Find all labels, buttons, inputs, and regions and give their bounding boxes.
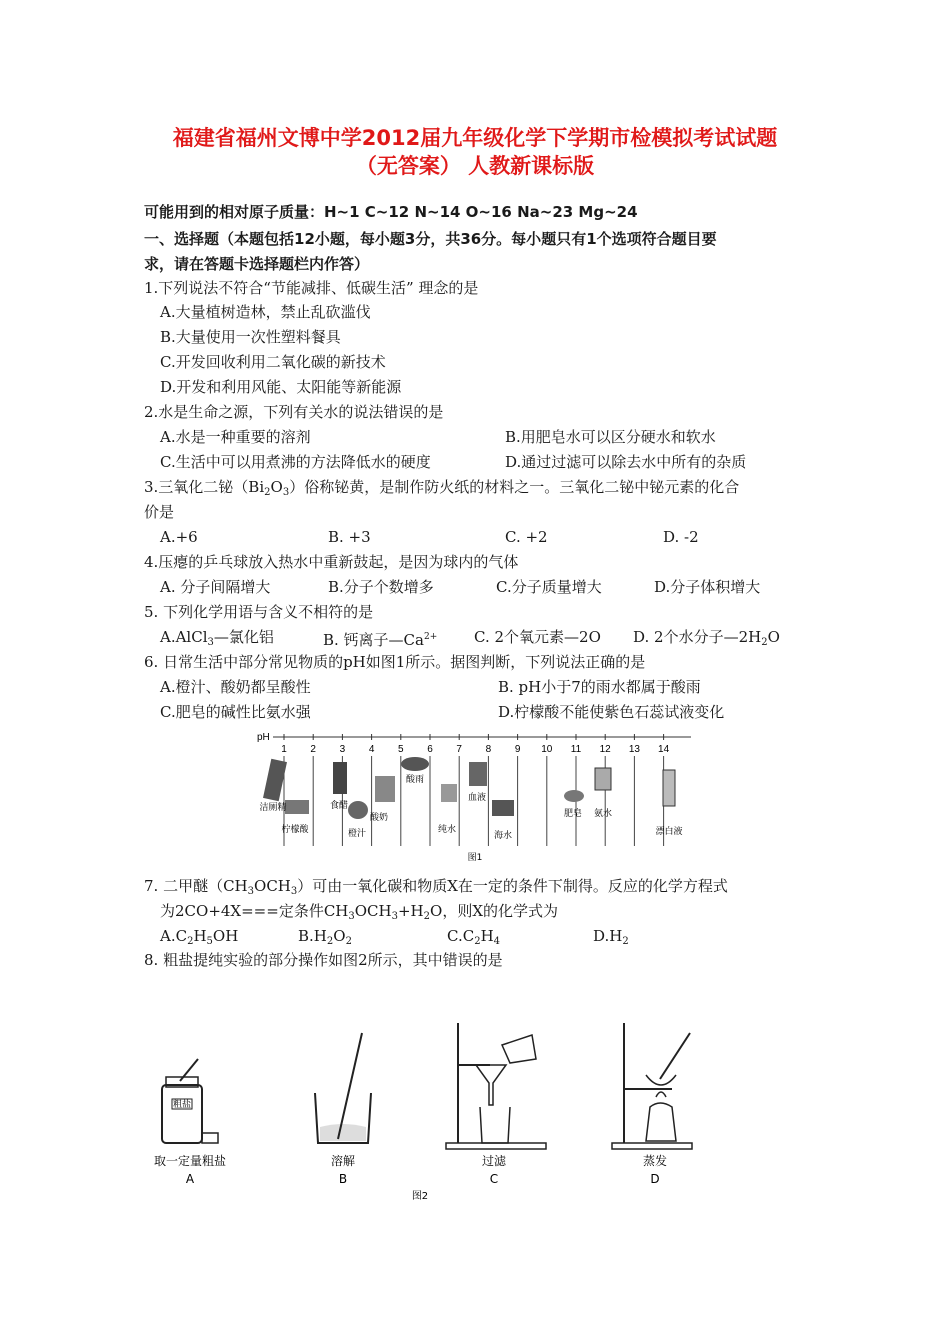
- figure-1-ph-scale: [255, 728, 695, 866]
- ph-item-label: 洁厕精: [259, 803, 287, 813]
- pure-water-glass: [441, 784, 457, 802]
- ph-item-label: 酸奶: [369, 813, 389, 823]
- q7-option-a: $A.C_2H_5OH$: [160, 927, 239, 947]
- q4-option-b: B.分子个数增多: [328, 578, 434, 596]
- panel-b-label: 溶解: [330, 1154, 356, 1168]
- ph-tick-label: 2: [310, 744, 316, 755]
- q2-option-b: B.用肥皂水可以区分硬水和软水: [505, 428, 716, 446]
- section1-heading-line2: 求，请在答题卡选择题栏内作答）: [144, 255, 370, 273]
- ph-item-label: 纯水: [437, 825, 457, 835]
- ph-tick-label: 6: [427, 744, 433, 755]
- panel-d-label: 蒸发: [642, 1154, 668, 1168]
- ph-tick-label: 12: [599, 744, 611, 755]
- salt-jar: [162, 1085, 202, 1143]
- flame: [656, 1092, 666, 1097]
- jar-label-text: 粗盐: [172, 1100, 192, 1110]
- q7-stem: 7. 二甲醚$(CH_3OCH_3)$可由一氧化碳和物质X在一定的条件下制得。反应的化学方程式: [144, 877, 728, 897]
- q3-stem: 3.三氧化二铋$(Bi_2O_3)$俗称铋黄，是制作防火纸的材料之一。三氧化二铋中铋元素的化合: [144, 478, 740, 498]
- q1-option-d: D.开发和利用风能、太阳能等新能源: [160, 378, 402, 396]
- toilet-cleaner-bottle: [263, 759, 287, 801]
- glass-rod-d: [660, 1033, 690, 1079]
- q2-option-d: D.通过过滤可以除去水中所有的杂质: [505, 453, 747, 471]
- blood-image: [469, 762, 487, 786]
- q4-option-c: C.分子质量增大: [496, 578, 602, 596]
- orange-image: [348, 801, 368, 819]
- q4-option-d: D.分子体积增大: [654, 578, 761, 596]
- beaker-b-solution: [320, 1124, 366, 1141]
- panel-c-letter: C: [489, 1172, 499, 1186]
- q6-stem: 6. 日常生活中部分常见物质的pH如图1所示。据图判断，下列说法正确的是: [144, 653, 646, 671]
- q7-option-b: $B.H_2O_2$: [298, 927, 352, 947]
- ph-tick-label: 14: [658, 744, 670, 755]
- ph-item-label: 酸雨: [405, 775, 425, 785]
- vinegar-bottle: [333, 762, 347, 794]
- q6-option-d: D.柠檬酸不能使紫色石蕊试液变化: [498, 703, 725, 721]
- ph-tick-label: 1: [281, 744, 287, 755]
- q4-stem: 4.压瘪的乒乓球放入热水中重新鼓起，是因为球内的气体: [144, 553, 519, 571]
- q3-option-b: B. +3: [328, 528, 371, 546]
- section1-heading-line1: 一、选择题（本题包括12小题，每小题3分，共36分。每小题只有1个选项符合题目要: [144, 230, 717, 248]
- q2-option-c: C.生活中可以用煮沸的方法降低水的硬度: [160, 453, 431, 471]
- ph-tick-label: 9: [514, 744, 521, 755]
- q5-stem: 5. 下列化学用语与含义不相符的是: [144, 603, 374, 621]
- ph-tick-label: 3: [339, 744, 346, 755]
- ph-item-label: 橙汁: [347, 829, 367, 839]
- q1-stem: 1.下列说法不符合“节能减排、低碳生活” 理念的是: [144, 279, 479, 297]
- panel-d-evaporate: [612, 1023, 692, 1149]
- ph-item-label: 柠檬酸: [281, 825, 309, 835]
- panel-a-take-salt: [162, 1059, 218, 1143]
- q3-option-d: D. -2: [663, 528, 699, 546]
- q3-option-a: A.+6: [160, 528, 198, 546]
- atomic-mass-line: 可能用到的相对原子质量：H~1 C~12 N~14 O~16 Na~23 Mg~24: [144, 203, 638, 221]
- alcohol-lamp: [646, 1103, 676, 1141]
- ph-item-label: 血液: [467, 793, 487, 803]
- q5-option-a: A.AlCl$_3$—氯化铝: [160, 628, 274, 648]
- q1-option-a: A.大量植树造林，禁止乱砍滥伐: [160, 303, 371, 321]
- panel-b-letter: B: [338, 1172, 348, 1186]
- ph-item-label: 肥皂: [563, 809, 583, 819]
- q7-option-c: $C.C_2H_4$: [447, 927, 501, 947]
- ph-tick-label: 13: [628, 744, 640, 755]
- q7-option-d: $D.H_2$: [593, 927, 629, 947]
- stand-base-d: [612, 1143, 692, 1149]
- ph-item-label: 食醋: [329, 801, 349, 811]
- q3-stem-cont: 价是: [144, 503, 175, 521]
- q6-option-a: A.橙汁、酸奶都呈酸性: [160, 678, 311, 696]
- funnel: [476, 1065, 506, 1105]
- panel-b-dissolve: [315, 1033, 371, 1143]
- stand-base-c: [446, 1143, 546, 1149]
- q7-equation: 为2CO+4X===定条件$CH_3OCH_3+H_2O$，则X的化学式为: [160, 902, 558, 922]
- panel-c-filter: [446, 1023, 546, 1149]
- ph-tick-label: 10: [541, 744, 553, 755]
- figure-2-caption: 图2: [411, 1191, 429, 1202]
- ph-axis-label: pH: [257, 732, 270, 743]
- q6-option-c: C.肥皂的碱性比氨水强: [160, 703, 311, 721]
- q1-option-c: C.开发回收利用二氧化碳的新技术: [160, 353, 386, 371]
- ph-item-label: 氨水: [593, 809, 613, 819]
- glass-rod-b: [338, 1033, 362, 1139]
- ammonia-beaker: [595, 768, 611, 790]
- panel-c-label: 过滤: [481, 1154, 507, 1168]
- q3-option-c: C. +2: [505, 528, 548, 546]
- pouring-beaker: [502, 1035, 536, 1063]
- q2-stem: 2.水是生命之源，下列有关水的说法错误的是: [144, 403, 444, 421]
- figure-2-salt-purification: [140, 1015, 720, 1205]
- rain-cloud-image: [401, 757, 429, 771]
- q5-option-d: D. 2个水分子$—2H_2O$: [633, 628, 780, 648]
- q5-option-b: B. 钙离子$—Ca^{2+}$: [323, 631, 438, 649]
- panel-d-letter: D: [650, 1172, 660, 1186]
- jar-stopper: [202, 1133, 218, 1143]
- seawater-image: [492, 800, 514, 816]
- q6-option-b: B. pH小于7的雨水都属于酸雨: [498, 678, 701, 696]
- ph-tick-label: 11: [570, 744, 582, 755]
- ph-tick-label: 5: [398, 744, 404, 755]
- ph-item-label: 海水: [493, 831, 513, 841]
- q2-option-a: A.水是一种重要的溶剂: [160, 428, 311, 446]
- q8-stem: 8. 粗盐提纯实验的部分操作如图2所示，其中错误的是: [144, 951, 503, 969]
- ph-item-images: [263, 757, 675, 819]
- citric-acid-image: [285, 800, 309, 814]
- title-line-2: （无答案） 人教新课标版: [355, 154, 595, 178]
- panel-a-label: 取一定量粗盐: [153, 1154, 227, 1168]
- title-line-1: 福建省福州文博中学2012届九年级化学下学期市检模拟考试试题: [172, 126, 778, 150]
- figure-1-caption: 图1: [467, 853, 483, 863]
- yogurt-image: [375, 776, 395, 802]
- bleach-bottle: [663, 770, 675, 806]
- ph-tick-label: 7: [456, 744, 462, 755]
- soap-image: [564, 790, 584, 802]
- ph-tick-label: 8: [485, 744, 492, 755]
- q5-option-c: C. 2个氧元素—2O: [474, 628, 601, 646]
- ph-item-label: 漂白液: [655, 827, 683, 837]
- panel-a-letter: A: [185, 1172, 195, 1186]
- q4-option-a: A. 分子间隔增大: [160, 578, 271, 596]
- beaker-c: [480, 1107, 510, 1143]
- ph-tick-label: 4: [368, 744, 375, 755]
- q1-option-b: B.大量使用一次性塑料餐具: [160, 328, 341, 346]
